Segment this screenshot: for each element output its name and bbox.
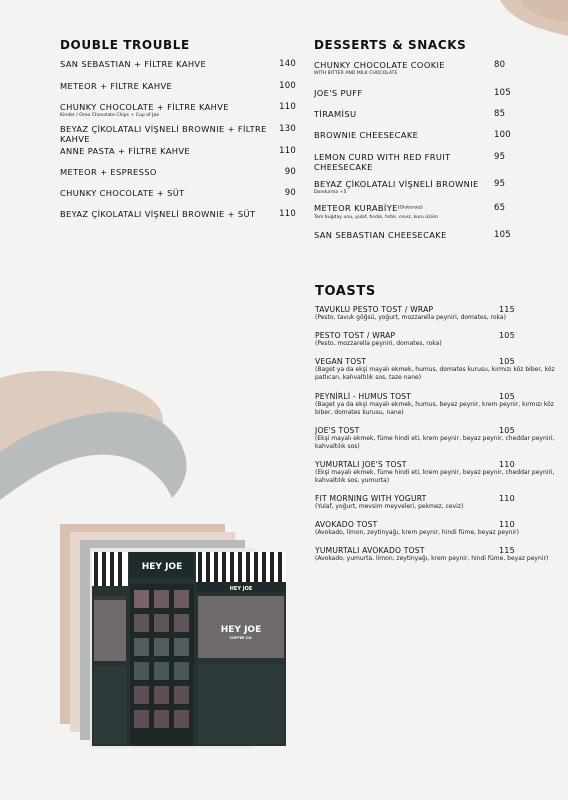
menu-item-text <box>60 124 279 144</box>
menu-item-subtitle: Tam buğday unu, yulaf, fındık, fıstık, ceviz, kuru üzüm <box>314 214 438 220</box>
menu-item-text <box>60 209 255 219</box>
menu-item-text <box>315 546 555 563</box>
menu-item-price: 110 <box>499 460 515 469</box>
menu-item <box>315 460 555 485</box>
menu-item-name-text: PESTO TOST / WRAP <box>315 331 396 340</box>
menu-item-text <box>314 203 438 220</box>
menu-item-name <box>314 152 482 172</box>
menu-item-text <box>315 494 555 511</box>
menu-item <box>314 60 512 77</box>
menu-item <box>314 203 512 220</box>
menu-item <box>60 188 296 198</box>
menu-item-price: 115 <box>499 546 515 555</box>
menu-item-price: 105 <box>499 357 515 366</box>
menu-item <box>315 392 555 417</box>
menu-item <box>314 230 512 240</box>
menu-item-name-text: METEOR + FİLTRE KAHVE <box>60 81 173 91</box>
menu-item-name <box>315 494 555 503</box>
menu-item-name <box>315 331 555 340</box>
desserts-title: DESSERTS & SNACKS <box>314 38 467 52</box>
main-sign-text: HEY JOE <box>141 562 183 572</box>
menu-item-name <box>314 203 438 214</box>
menu-item-name-text: JOE'S TOST <box>315 426 360 435</box>
menu-item-price: 80 <box>494 60 506 70</box>
right-lower-panel <box>198 664 284 744</box>
right-sign-text: HEY JOE <box>229 586 253 592</box>
menu-item-name-text: METEOR KURABİYE <box>314 203 398 213</box>
menu-item-description: (Yulaf, yoğurt, mevsim meyveleri, pekmez, ceviz) <box>315 503 464 510</box>
menu-item-name-text: BEYAZ ÇİKOLATALI VİŞNELİ BROWNIE + FİLTRE KAHVE <box>60 124 267 144</box>
toasts-title: TOASTS <box>315 284 376 299</box>
menu-item-text <box>60 188 185 198</box>
menu-item-description: (Avokado, yumurta, limon, zeytinyağı, krem peynir, hindi füme, beyaz peynir) <box>315 555 549 562</box>
menu-item-price: 105 <box>499 392 515 401</box>
menu-item-name-text: YUMURTALI JOE'S TOST <box>315 460 407 469</box>
menu-item-name-text: PEYNİRLİ - HUMUS TOST <box>315 392 412 401</box>
menu-item-price: 140 <box>279 59 296 69</box>
menu-item-price: 110 <box>499 494 515 503</box>
menu-item <box>60 81 296 91</box>
menu-item-description: (Ekşi mayalı ekmek, füme hindi eti, krem peynir, beyaz peynir, cheddar peyniri, kahvaltılık sos, yumurta) <box>315 469 555 484</box>
menu-item-text <box>60 146 190 156</box>
menu-item-text <box>315 426 555 451</box>
menu-item <box>60 146 296 156</box>
menu-item-price: 95 <box>494 179 506 189</box>
menu-item-price: 105 <box>499 426 515 435</box>
left-awning <box>92 552 128 586</box>
menu-item-price: 110 <box>279 209 296 219</box>
menu-item <box>315 494 555 511</box>
menu-item-text <box>314 109 356 119</box>
menu-item-name <box>60 209 255 219</box>
left-window <box>94 596 126 661</box>
menu-item-price: 115 <box>499 305 515 314</box>
menu-item-price: 95 <box>494 152 506 162</box>
menu-item-name <box>60 59 206 69</box>
storefront-illustration <box>60 524 288 748</box>
menu-item <box>314 130 512 140</box>
menu-item-name <box>314 230 447 240</box>
menu-item-name <box>60 146 190 156</box>
menu-item-name-text: CHUNKY CHOCOLATE COOKIE <box>314 60 445 70</box>
menu-item-name-text: CHUNKY CHOCOLATE + SÜT <box>60 188 185 198</box>
menu-item-name <box>315 460 555 469</box>
menu-item <box>315 331 555 348</box>
door-grid <box>130 584 194 746</box>
menu-item-price: 100 <box>279 81 296 91</box>
menu-item-name-text: METEOR + ESPRESSO <box>60 167 157 177</box>
menu-item-text <box>315 305 555 322</box>
menu-item-name <box>60 81 172 91</box>
menu-item <box>315 546 555 563</box>
menu-item <box>315 520 555 537</box>
menu-item-price: 90 <box>284 188 296 198</box>
menu-item-text <box>315 331 555 348</box>
menu-item-name-text: TAVUKLU PESTO TOST / WRAP <box>315 305 434 314</box>
menu-item-description: (Baget ya da ekşi mayalı ekmek, humus, beyaz peynir, krem peynir, kırmızı köz biber, domates kurusu, nane) <box>315 401 554 416</box>
left-lower-panel <box>94 666 126 744</box>
menu-item-name <box>315 357 555 366</box>
menu-item-price: 65 <box>494 203 506 213</box>
menu-item-price: 130 <box>279 124 296 134</box>
menu-item-note: (Glutensiz) <box>397 205 423 211</box>
menu-item-name <box>315 305 555 314</box>
menu-item-name-text: BEYAZ ÇİKOLATALI VİŞNELİ BROWNIE <box>314 179 479 189</box>
menu-item-price: 105 <box>494 88 511 98</box>
menu-item-text <box>314 179 479 196</box>
menu-item-text <box>315 392 555 417</box>
menu-item-description: (Avokado, limon, zeytinyağı, krem peynir, hindi füme, beyaz peynir) <box>315 529 519 536</box>
menu-item <box>315 357 555 382</box>
menu-item-name <box>314 130 418 140</box>
menu-item-text <box>314 130 418 140</box>
menu-item <box>60 102 296 119</box>
menu-item-text <box>60 102 229 119</box>
menu-item-text <box>60 81 172 91</box>
menu-item <box>315 305 555 322</box>
menu-item-text <box>315 520 555 537</box>
menu-item-price: 105 <box>494 230 511 240</box>
menu-item <box>314 179 512 196</box>
menu-item-subtitle: WITH BITTER AND MILK CHOCOLATE <box>314 71 398 76</box>
menu-item-text <box>314 230 447 240</box>
menu-item-name-text: ANNE PASTA + FİLTRE KAHVE <box>60 146 190 156</box>
menu-item-text <box>60 59 206 69</box>
menu-item-price: 105 <box>499 331 515 340</box>
menu-item <box>314 109 512 119</box>
menu-item <box>315 426 555 451</box>
menu-item-name-text: JOE'S PUFF <box>314 88 363 98</box>
menu-item-name-text: TİRAMİSU <box>314 109 357 119</box>
menu-item-price: 110 <box>279 146 296 156</box>
menu-item <box>60 167 296 177</box>
menu-item-price: 110 <box>499 520 515 529</box>
menu-item-name-text: YUMURTALI AVOKADO TOST <box>315 546 425 555</box>
menu-item-text <box>315 357 555 382</box>
menu-item-subtitle: Dondurma +5 <box>314 190 347 195</box>
menu-item-description: (Ekşi mayalı ekmek, füme hindi eti, krem peynir, beyaz peynir, cheddar peyniri, kahvaltılık sos) <box>315 435 555 450</box>
menu-item-text <box>315 460 555 485</box>
window-logo-sub: COFFEE CO. <box>229 636 253 640</box>
menu-item-price: 100 <box>494 130 511 140</box>
menu-item <box>314 152 512 172</box>
menu-item-name-text: SAN SEBASTIAN + FİLTRE KAHVE <box>60 59 207 69</box>
menu-item-name <box>315 520 555 529</box>
menu-item-name <box>60 167 157 177</box>
menu-item <box>60 124 296 144</box>
menu-item-name-text: LEMON CURD WITH RED FRUIT CHEESECAKE <box>314 152 451 172</box>
menu-item-name-text: BEYAZ ÇİKOLATALI VİŞNELİ BROWNIE + SÜT <box>60 209 256 219</box>
menu-item-name-text: AVOKADO TOST <box>315 520 378 529</box>
menu-item <box>314 88 512 98</box>
menu-item-name <box>314 179 479 189</box>
menu-item-name-text: VEGAN TOST <box>315 357 367 366</box>
menu-item-name-text: SAN SEBASTIAN CHEESECAKE <box>314 230 447 240</box>
menu-item-name-text: FIT MORNING WITH YOGURT <box>315 494 427 503</box>
menu-item-text <box>60 167 157 177</box>
window-logo: HEY JOE <box>220 625 262 635</box>
menu-item <box>60 59 296 69</box>
menu-item-name <box>315 392 555 401</box>
menu-item-name <box>314 109 356 119</box>
menu-item-name <box>60 124 279 144</box>
menu-item-price: 85 <box>494 109 506 119</box>
menu-item-name <box>314 88 363 98</box>
menu-item <box>60 209 296 219</box>
menu-item-name-text: BROWNIE CHEESECAKE <box>314 130 419 140</box>
menu-item-name <box>60 102 229 112</box>
menu-item-text <box>314 152 482 172</box>
menu-item-name <box>314 60 445 70</box>
menu-item-subtitle: Kinder / Oreo Chocolate Chips + Cup of Joe <box>60 113 160 118</box>
menu-item-description: (Pesto, mozzarella peyniri, domates, roka) <box>315 340 442 347</box>
menu-item-price: 110 <box>279 102 296 112</box>
menu-item-text <box>314 60 445 77</box>
menu-item-text <box>314 88 363 98</box>
menu-item-name <box>60 188 185 198</box>
menu-item-description: (Pesto, tavuk göğsü, yoğurt, mozzarella peyniri, domates, roka) <box>315 314 506 321</box>
menu-item-name <box>315 426 555 435</box>
menu-item-price: 90 <box>284 167 296 177</box>
right-awning <box>196 552 286 586</box>
menu-item-description: (Baget ya da ekşi mayalı ekmek, humus, domates kurusu, kırmızı köz biber, köz patlıcan, kahvaltılık sos, taze nane) <box>315 366 555 381</box>
double-trouble-title: DOUBLE TROUBLE <box>60 38 190 52</box>
menu-item-name <box>315 546 555 555</box>
menu-item-name-text: CHUNKY CHOCOLATE + FİLTRE KAHVE <box>60 102 229 112</box>
